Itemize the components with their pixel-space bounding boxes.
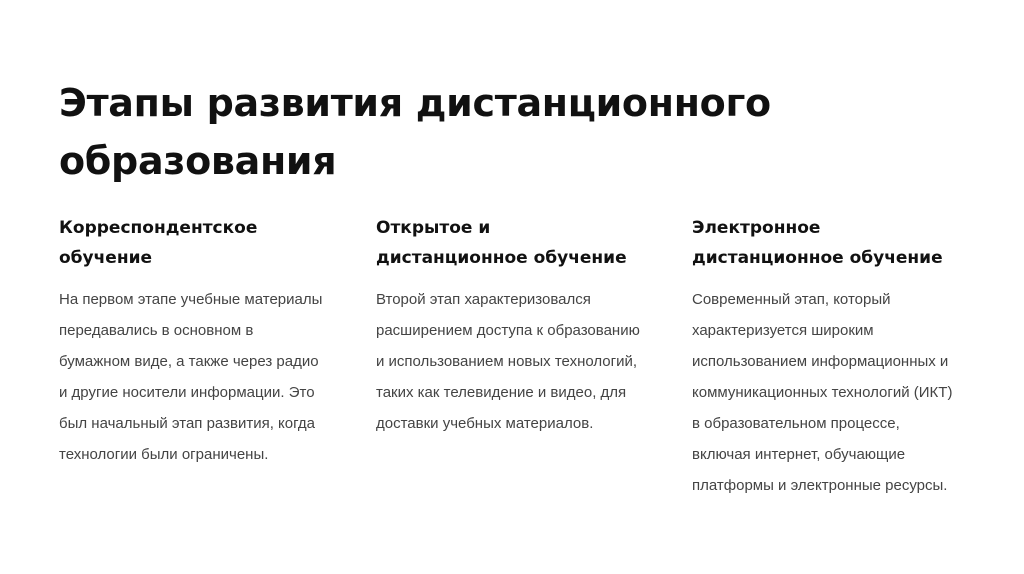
stage-description: Современный этап, который характеризуется широким использованием информационных и коммуникационных технологий (ИКТ) в образовательном процессе, включая интернет, обучающие платформы и электронные ресурсы. <box>692 291 953 494</box>
stage-column-electronic-distance <box>692 213 962 494</box>
stage-column-correspondence <box>59 213 329 463</box>
slide-title: Этапы развития дистанционного образования <box>59 81 771 183</box>
stage-description: Второй этап характеризовался расширением доступа к образованию и использованием новых технологий, таких как телевидение и видео, для доставки учебных материалов. <box>376 291 640 432</box>
stage-heading: Электронное дистанционное обучение <box>692 218 943 268</box>
stage-heading: Корреспондентское обучение <box>59 218 258 268</box>
stage-description: На первом этапе учебные материалы передавались в основном в бумажном виде, а также через радио и другие носители информации. Это был начальный этап развития, когда технологии были ограничены. <box>59 291 323 463</box>
stage-heading: Открытое и дистанционное обучение <box>376 218 627 268</box>
stage-column-open-distance <box>376 213 646 432</box>
